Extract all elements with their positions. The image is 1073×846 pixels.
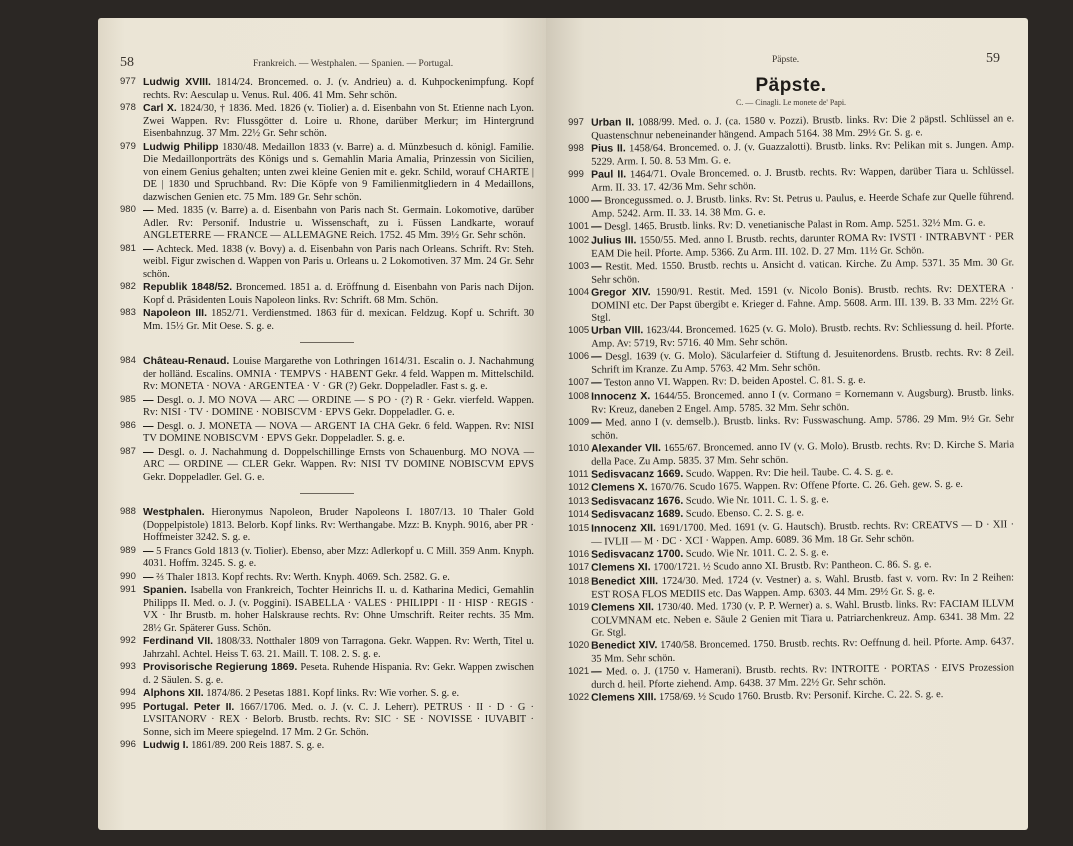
entry-ruler-name: Innocenz X. [590, 389, 651, 403]
entry-description: 1824/30, † 1836. Med. 1826 (v. Tiolier) a. d. Eisenbahn von St. Etienne nach Lyon. Zwei Wappen. Rv: Flussgötter d. Loire u. Rhone, darüber Merkur; im Hintergrund Eisenbahnzug. 37 Mm. 22½ Gr. Sehr schön. [143, 103, 534, 139]
entry-description: 1550/55. Med. anno I. Brustb. rechts, darunter ROMA Rv: IVSTI · INTRABVNT · PER EAM Die heil. Pforte. Amp. 5366. Zu Arm. III. 102. D. 27 Mm. 11½ Gr. Schön. [591, 230, 1015, 259]
catalogue-entry [568, 518, 1014, 549]
entry-description: 1861/89. 200 Reis 1887. S. g. e. [191, 740, 325, 751]
entry-description: Desgl. 1639 (v. G. Molo). Säcularfeier d. Stiftung d. Jesuitenordens. Brustb. rechts. Rv: 8 Zeil. Schrift im Kranze. Zu Amp. 5763. 42 Mm. Sehr schön. [591, 347, 1015, 376]
entry-ruler-name: Sedisvacanz 1676. [590, 494, 684, 508]
section-subtitle: C. — Cinagli. Le monete de' Papi. [735, 97, 847, 107]
entry-description: 1724/30. Med. 1724 (v. Vestner) a. s. Wahl. Brustb. fast v. vorn. Rv: In 2 Reihen: EST ROSA FLOS MEDIIS etc. Das Wappen. Amp. 6303. 44 Mm. 29½ Gr. S. g. e. [591, 571, 1015, 600]
entry-number: 1014 [568, 508, 590, 520]
page-number: 58 [120, 55, 134, 70]
entry-ruler-name: — [143, 419, 154, 432]
catalogue-entry [120, 394, 534, 420]
entry-description: Hieronymus Napoleon, Bruder Napoleons I. 1807/13. 10 Thaler Gold (Doppelpistole) 1813. Belorb. Kopf links. Rv: Werthangabe. Mzz: B. Knyph. 9016, aber PR · Hoffmeister 3242. S. g. e. [143, 507, 534, 543]
catalogue-entry [120, 739, 534, 753]
entry-description: 1458/64. Broncemed. o. J. (v. Guazzalotti). Brustb. links. Rv: Pelikan mit s. Jungen. Amp. 5229. Arm. I. 50. 8. 53 Mm. G. e. [591, 139, 1015, 168]
catalogue-entry [120, 420, 534, 446]
section-divider [300, 493, 354, 494]
catalogue-column [120, 76, 534, 753]
catalogue-entry [120, 141, 534, 205]
entry-description: 5 Francs Gold 1813 (v. Tiolier). Ebenso, aber Mzz: Adlerkopf u. C Mill. 359 Anm. Knyph. 4031. Hoffm. 3245. S. g. e. [143, 545, 534, 569]
entry-ruler-name: Alphons XII. [143, 687, 204, 699]
catalogue-entry [120, 571, 534, 585]
entry-number: 1015 [568, 522, 590, 534]
catalogue-entry [568, 438, 1014, 469]
catalogue-entry [120, 701, 534, 740]
entry-ruler-name: — [143, 570, 154, 583]
entry-description: Med. 1835 (v. Barre) a. d. Eisenbahn von Paris nach St. Germain. Lokomotive, darüber Adler. Rv: Personif. Industrie u. Wissenschaft, zu i. Füssen Landkarte, worauf ANGLETERRE — FRANCE — ALLEMAGNE Reich. 1752. 45 Mm. 39½ Gr. Sehr schön. [143, 205, 534, 241]
entry-description: Med. o. J. (1750 v. Hamerani). Brustb. rechts. Rv: INTROITE · PORTAS · EIVS Prozession durch d. heil. Pforte ziehend. Amp. 6438. 37 Mm. 22½ Gr. Sehr schön. [591, 662, 1015, 691]
catalogue-entry [120, 307, 534, 333]
entry-number: 1020 [568, 639, 590, 651]
entry-number: 1022 [568, 691, 590, 703]
entry-ruler-name: Ludwig I. [143, 739, 189, 751]
catalogue-entry [568, 282, 1014, 325]
entry-number: 999 [568, 168, 584, 180]
entry-description: Achteck. Med. 1838 (v. Bovy) a. d. Eisenbahn von Paris nach Orleans. Schrift. Rv: Steh. weibl. Figur zwischen d. Wappen von Paris u. Orleans u. 2 Lokomotiven. 37 Mm. 24 Gr. Sehr schön. [143, 243, 535, 280]
entry-number: 985 [120, 393, 136, 405]
entry-number: 1005 [568, 324, 590, 336]
entry-number: 1004 [568, 286, 590, 298]
entry-number: 1018 [568, 575, 590, 587]
entry-ruler-name: Benedict XIV. [590, 639, 658, 652]
entry-number: 998 [568, 142, 584, 154]
entry-description: Peseta. Ruhende Hispania. Rv: Gekr. Wappen zwischen d. 2 Säulen. S. g. e. [143, 662, 535, 686]
entry-ruler-name: — [590, 376, 602, 389]
entry-ruler-name: Sedisvacanz 1700. [590, 547, 684, 561]
entry-number: 1002 [568, 234, 590, 246]
entry-number: 994 [120, 687, 136, 698]
entry-ruler-name: Ferdinand VII. [143, 635, 214, 647]
entry-description: Desgl. o. J. Nachahmung d. Doppelschillinge Ernsts von Schauenburg. MO NOVA — ARC — ORDINE — CLER Gekr. Wappen. Rv: NISI TV DOMINE NOBISCVM EPVS Gekr. Doppeladler. Gel. G. e. [143, 446, 534, 483]
entry-ruler-name: Portugal. Peter II. [143, 700, 235, 713]
entry-description: Teston anno VI. Wappen. Rv: D. beiden Apostel. C. 81. S. g. e. [603, 374, 866, 389]
entry-description: 1730/40. Med. 1730 (v. P. P. Werner) a. s. Wahl. Brustb. links. Rv: FACIAM ILLVM COLVMNAM etc. Neben e. Säule 2 Genien mit Tiara u. Patriarchenkreuz. Amp. 6341. 38 Mm. 22 Gr. Stgl. [591, 597, 1015, 639]
entry-number: 992 [120, 635, 136, 646]
entry-ruler-name: — [143, 204, 154, 216]
running-head: Päpste. [772, 55, 800, 65]
entry-ruler-name: Provisorische Regierung 1869. [143, 661, 298, 673]
entry-number: 977 [120, 76, 136, 87]
entry-ruler-name: Clemens XI. [590, 561, 651, 574]
entry-ruler-name: Carl X. [143, 102, 177, 114]
catalogue-entry [120, 204, 534, 243]
entry-description: 1814/24. Broncemed. o. J. (v. Andrieu) a. d. Kuhpockenimpfung. Kopf rechts. Rv: Aesculap u. Venus. Rul. 406. 41 Mm. Sehr schön. [143, 77, 534, 101]
entry-description: 1700/1721. ½ Scudo anno XI. Brustb. Rv: Pantheon. C. 86. S. g. e. [653, 559, 932, 574]
entry-description: 1830/48. Medaillon 1833 (v. Barre) a. d. Münzbesuch d. königl. Familie. Die Medaillonporträts des Königs und s. Gemahlin Maria Amalia, Prinzessin von Sicilien, von einem Genius gehalten; unten zwei kleine Genien mit e. gekr. Schild, worauf CHARTE | DE | 1830 und Spruchband. Rv: Die Köpfe von 9 Familienmitgliedern in 4 Medaillons, dazwischen Genien etc. 75 Mm. 189 Gr. Sehr schön. [143, 141, 535, 203]
entry-description: 1670/76. Scudo 1675. Wappen. Rv: Offene Pforte. C. 26. Geh. gew. S. g. e. [650, 478, 963, 494]
entry-ruler-name: — [143, 445, 154, 458]
entry-number: 1007 [568, 376, 590, 388]
entry-ruler-name: — [143, 393, 154, 406]
entry-ruler-name: Napoleon III. [143, 307, 207, 319]
entry-description: Desgl. o. J. MO NOVA — ARC — ORDINE — S PO · (?) R · Gekr. vierfeld. Wappen. Rv: NISI · TV · DOMINE · NOBISCVM · EPVS Gekr. Doppeladler. G. e. [143, 394, 534, 418]
catalogue-entry [568, 386, 1014, 417]
catalogue-entry [120, 506, 534, 545]
entry-description: 1758/69. ½ Scudo 1760. Brustb. Rv: Personif. Kirche. C. 22. S. g. e. [658, 689, 944, 704]
entry-ruler-name: Urban II. [590, 116, 635, 129]
entry-description: 1808/33. Notthaler 1809 von Tarragona. Gekr. Wappen. Rv: Werth, Titel u. Jahrzahl. Achtel. Heiss T. 63. 21. Maill. T. 108. 2. S. g. e. [143, 636, 534, 660]
entry-description: 1590/91. Restit. Med. 1591 (v. Nicolo Bonis). Brustb. rechts. Rv: DEXTERA · DOMINI etc. Der Papst übergibt e. Krieger d. Fahne. Amp. 5608. Arm. III. 139. B. 33 Mm. 22½ Gr. Stgl. [591, 282, 1015, 324]
entry-number: 1013 [568, 495, 590, 507]
entry-ruler-name: Sedisvacanz 1669. [590, 467, 684, 481]
entry-number: 1001 [568, 220, 590, 232]
entry-ruler-name: Gregor XIV. [590, 285, 651, 299]
catalogue-entry [120, 635, 534, 661]
entry-ruler-name: — [590, 194, 602, 207]
entry-description: Restit. Med. 1550. Brustb. rechts u. Ansicht d. vatican. Kirche. Zu Amp. 5371. 35 Mm. 30 Gr. Sehr schön. [591, 256, 1015, 285]
entry-number: 997 [568, 116, 584, 128]
catalogue-entry [120, 446, 534, 485]
entry-description: 1740/58. Broncemed. 1750. Brustb. rechts. Rv: Oeffnung d. heil. Pforte. Amp. 6437. 35 Mm. Sehr schön. [591, 636, 1015, 665]
entry-description: Isabella von Frankreich, Tochter Heinrichs II. u. d. Katharina Medici, Gemahlin Philipps II. Med. o. J. (v. Poggini). ISABELLA · VALES · PHILIPPI · II · HISP · REGIS · VX · Ihr Brustb. m. hoher Halskrause rechts. Rv: Ohne Umschrift. Reiter rechts. 35 Mm. 28½ Gr. Späterer Guss. Schön. [143, 585, 534, 634]
entry-number: 988 [120, 506, 136, 517]
catalogue-entry [120, 355, 534, 394]
entry-ruler-name: Château-Renaud. [143, 355, 230, 367]
entry-ruler-name: — [143, 242, 154, 255]
entry-number: 1019 [568, 601, 590, 613]
entry-description: Scudo. Wappen. Rv: Die heil. Taube. C. 4. S. g. e. [685, 466, 894, 480]
entry-ruler-name: Westphalen. [143, 506, 205, 518]
catalogue-entry [120, 76, 534, 102]
entry-ruler-name: Ludwig Philipp [143, 140, 219, 153]
entry-number: 1000 [568, 194, 590, 206]
entry-ruler-name: Urban VIII. [590, 324, 644, 337]
entry-ruler-name: Republik 1848/52. [143, 281, 233, 293]
entry-ruler-name: — [590, 350, 602, 363]
catalogue-entry [568, 571, 1014, 602]
entry-description: Broncemed. 1851 a. d. Eröffnung d. Eisenbahn von Paris nach Dijon. Kopf d. Präsidenten Louis Napoleon links. Rv: Schrift. 68 Mm. Schön. [143, 282, 534, 306]
entry-number: 989 [120, 544, 136, 556]
running-head: Frankreich. — Westphalen. — Spanien. — Portugal. [253, 59, 454, 69]
entry-number: 1008 [568, 390, 590, 402]
entry-number: 986 [120, 419, 136, 431]
entry-description: Scudo. Wie Nr. 1011. C. 1. S. g. e. [685, 493, 829, 507]
entry-description: 1852/71. Verdienstmed. 1863 für d. mexican. Feldzug. Kopf u. Schrift. 30 Mm. 15½ Gr. Mit Oese. S. g. e. [143, 308, 534, 332]
entry-ruler-name: — [590, 665, 602, 678]
entry-ruler-name: Alexander VII. [590, 441, 661, 455]
entry-number: 981 [120, 242, 136, 254]
entry-number: 984 [120, 355, 136, 366]
right-page [546, 18, 1028, 830]
entry-number: 995 [120, 700, 136, 712]
entry-number: 996 [120, 739, 136, 750]
catalogue-entry [120, 584, 534, 635]
entry-description: ⅔ Thaler 1813. Kopf rechts. Rv: Werth. Knyph. 4069. Sch. 2582. G. e. [156, 571, 450, 583]
left-page [98, 18, 546, 830]
entry-ruler-name: Clemens XIII. [590, 691, 657, 704]
section-title: Päpste. [755, 75, 827, 96]
entry-number: 978 [120, 102, 136, 113]
entry-number: 979 [120, 140, 136, 152]
entry-description: Desgl. 1465. Brustb. links. Rv: D. venetianische Palast in Rom. Amp. 5251. 32½ Mm. G. e. [604, 217, 986, 233]
entry-ruler-name: Clemens X. [590, 481, 648, 494]
section-divider [300, 342, 354, 343]
entry-description: 1874/86. 2 Pesetas 1881. Kopf links. Rv: Wie vorher. S. g. e. [206, 688, 460, 699]
catalogue-entry [120, 545, 534, 571]
catalogue-entry [120, 243, 534, 282]
entry-ruler-name: — [590, 220, 602, 233]
entry-description: Louise Margarethe von Lothringen 1614/31. Escalin o. J. Nachahmung der holländ. Escalins. OMNIA · TEMPVS · HABENT Gekr. 4 feld. Wappen m. Mittelschild. Rv: MONETA · NOVA · ARGENTEA · V · GR (?) Gekr. Doppeladler. Fast s. g. e. [143, 356, 534, 392]
entry-description: 1667/1706. Med. o. J. (v. C. J. Leherr). PETRUS · II · D · G · LVSITANORV · REX · Belorb. Brustb. rechts. Rv: SIC · SE · NOVISSE · IUVABIT · Sonne, sich im Meere spiegelnd. 17 Mm. 2 Gr. Schön. [143, 701, 534, 738]
page-number: 59 [986, 51, 1000, 66]
entry-number: 1006 [568, 350, 590, 362]
entry-description: 1088/99. Med. o. J. (ca. 1580 v. Pozzi). Brustb. links. Rv: Die 2 päpstl. Schlüssel an e. Quastenschnur nebeneinander hängend. Ampach 5164. 38 Mm. 29½ Gr. S. g. e. [591, 113, 1015, 142]
catalogue-entry [568, 256, 1014, 287]
entry-description: 1691/1700. Med. 1691 (v. G. Hautsch). Brustb. rechts. Rv: CREATVS — D · XII · — IVLII — M · DC · XCI · Wappen. Amp. 6089. 36 Mm. 18 Gr. Sehr schön. [591, 518, 1015, 547]
entry-number: 1003 [568, 260, 590, 272]
entry-ruler-name: — [590, 416, 602, 429]
entry-ruler-name: Ludwig XVIII. [143, 76, 211, 88]
entry-number: 1011 [568, 468, 589, 480]
entry-number: 1009 [568, 416, 590, 428]
catalogue-entry [568, 230, 1014, 261]
entry-ruler-name: Spanien. [143, 584, 187, 596]
entry-number: 1012 [568, 481, 590, 493]
catalogue-entry [120, 281, 534, 307]
entry-ruler-name: Julius III. [590, 233, 637, 247]
entry-number: 1010 [568, 442, 590, 454]
catalogue-entry [568, 597, 1014, 640]
catalogue-column [568, 75, 1015, 706]
entry-number: 991 [120, 584, 136, 595]
entry-ruler-name: Paul II. [590, 168, 627, 181]
entry-description: 1655/67. Broncemed. anno IV (v. G. Molo). Brustb. rechts. Rv: D. Kirche S. Maria della Pace. Zu Amp. 5835. 37 Mm. Sehr schön. [591, 438, 1015, 467]
entry-description: Scudo. Ebenso. C. 2. S. g. e. [685, 507, 805, 520]
entry-ruler-name: Benedict XIII. [590, 574, 659, 588]
entry-description: Broncegussmed. o. J. Brustb. links. Rv: St. Petrus u. Paulus, e. Heerde Schafe zur Quelle führend. Amp. 5242. Arm. II. 33. 14. 38 Mm. G. e. [591, 191, 1015, 220]
book-spread [98, 18, 1028, 830]
entry-description: Med. anno I (v. demselb.). Brustb. links. Rv: Fusswaschung. Amp. 5786. 29 Mm. 9½ Gr. Sehr schön. [591, 412, 1015, 441]
entry-description: Scudo. Wie Nr. 1011. C. 2. S. g. e. [685, 546, 829, 560]
entry-number: 993 [120, 661, 136, 672]
entry-number: 990 [120, 570, 136, 582]
entry-ruler-name: Clemens XII. [590, 600, 654, 614]
entry-ruler-name: — [590, 260, 602, 273]
entry-ruler-name: Innocenz XII. [590, 521, 657, 535]
entry-description: Desgl. o. J. MONETA — NOVA — ARGENT IA CHA Gekr. 6 feld. Wappen. Rv: NISI TV DOMINE NOBISCVM · EPVS Gekr. Doppeladler. S. g. e. [143, 420, 534, 444]
entry-number: 982 [120, 281, 136, 292]
entry-number: 987 [120, 445, 136, 457]
entry-number: 1017 [568, 561, 590, 573]
entry-ruler-name: Sedisvacanz 1689. [590, 507, 684, 521]
catalogue-entry [568, 412, 1014, 443]
entry-description: 1464/71. Ovale Broncemed. o. J. Brustb. rechts. Rv: Wappen, darüber Tiara u. Schlüssel. Arm. II. 33. 17. 42/36 Mm. Sehr schön. [591, 165, 1015, 194]
entry-number: 1016 [568, 548, 590, 560]
catalogue-entry [120, 661, 534, 687]
entry-description: 1644/55. Broncemed. anno I (v. Cormano = Kornemann v. Augsburg). Brustb. links. Rv: Kreuz, daneben 2 Engel. Amp. 5785. 32 Mm. Sehr schön. [591, 386, 1015, 415]
catalogue-entry [120, 687, 534, 701]
catalogue-entry [120, 102, 534, 141]
entry-description: 1623/44. Broncemed. 1625 (v. G. Molo). Brustb. rechts. Rv: Schliessung d. heil. Pforte. Amp. Av: 5719, Rv: 5716. 40 Mm. Sehr schön. [591, 321, 1015, 350]
entry-number: 980 [120, 204, 136, 215]
entry-number: 983 [120, 307, 136, 318]
entry-ruler-name: Pius II. [590, 142, 626, 155]
entry-number: 1021 [568, 665, 590, 677]
entry-ruler-name: — [143, 544, 154, 557]
